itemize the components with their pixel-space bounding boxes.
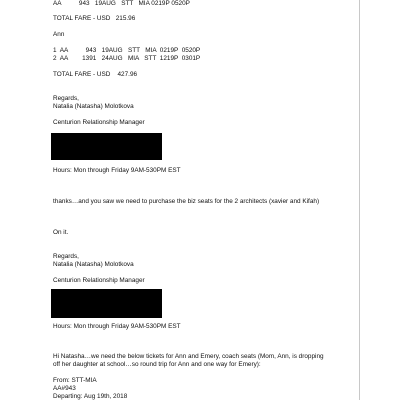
redaction-box-1 bbox=[51, 133, 162, 160]
request-from: From: STT-MIA bbox=[53, 377, 97, 384]
flight-line-top: AA 943 19AUG STT MIA 0219P 0520P bbox=[53, 0, 190, 7]
passenger-name: Ann bbox=[53, 31, 65, 38]
request-flight: AA#943 bbox=[53, 385, 76, 392]
request-departing: Departing: Aug 19th, 2018 bbox=[53, 393, 128, 400]
flight-row-2: 2 AA 1391 24AUG MIA STT 1219P 0301P bbox=[53, 55, 201, 62]
signature1-hours: Hours: Mon through Friday 9AM-530PM EST bbox=[53, 167, 181, 174]
redaction-box-2 bbox=[51, 289, 162, 318]
message-on-it: On it. bbox=[53, 229, 69, 236]
signature1-regards: Regards, bbox=[53, 95, 79, 102]
total-fare-2: TOTAL FARE - USD 427.96 bbox=[53, 71, 138, 78]
signature2-regards: Regards, bbox=[53, 253, 79, 260]
signature2-title: Centurion Relationship Manager bbox=[53, 277, 145, 284]
signature2-hours: Hours: Mon through Friday 9AM-530PM EST bbox=[53, 323, 181, 330]
request-line-1: Hi Natasha…we need the below tickets for Ann and Emery, coach seats (Mom, Ann, is dropping bbox=[53, 353, 324, 360]
total-fare-1: TOTAL FARE - USD 215.96 bbox=[53, 15, 136, 22]
message-thanks: thanks…and you saw we need to purchase the biz seats for the 2 architects (xavier and Kifah) bbox=[53, 198, 320, 205]
flight-row-1: 1 AA 943 19AUG STT MIA 0219P 0520P bbox=[53, 47, 201, 54]
signature1-title: Centurion Relationship Manager bbox=[53, 119, 145, 126]
signature2-name: Natalia (Natasha) Molotkova bbox=[53, 261, 134, 268]
signature1-name: Natalia (Natasha) Molotkova bbox=[53, 103, 134, 110]
page-right-edge bbox=[359, 0, 360, 400]
request-line-2: off her daughter at school…so round trip for Ann and one way for Emery): bbox=[53, 361, 261, 368]
